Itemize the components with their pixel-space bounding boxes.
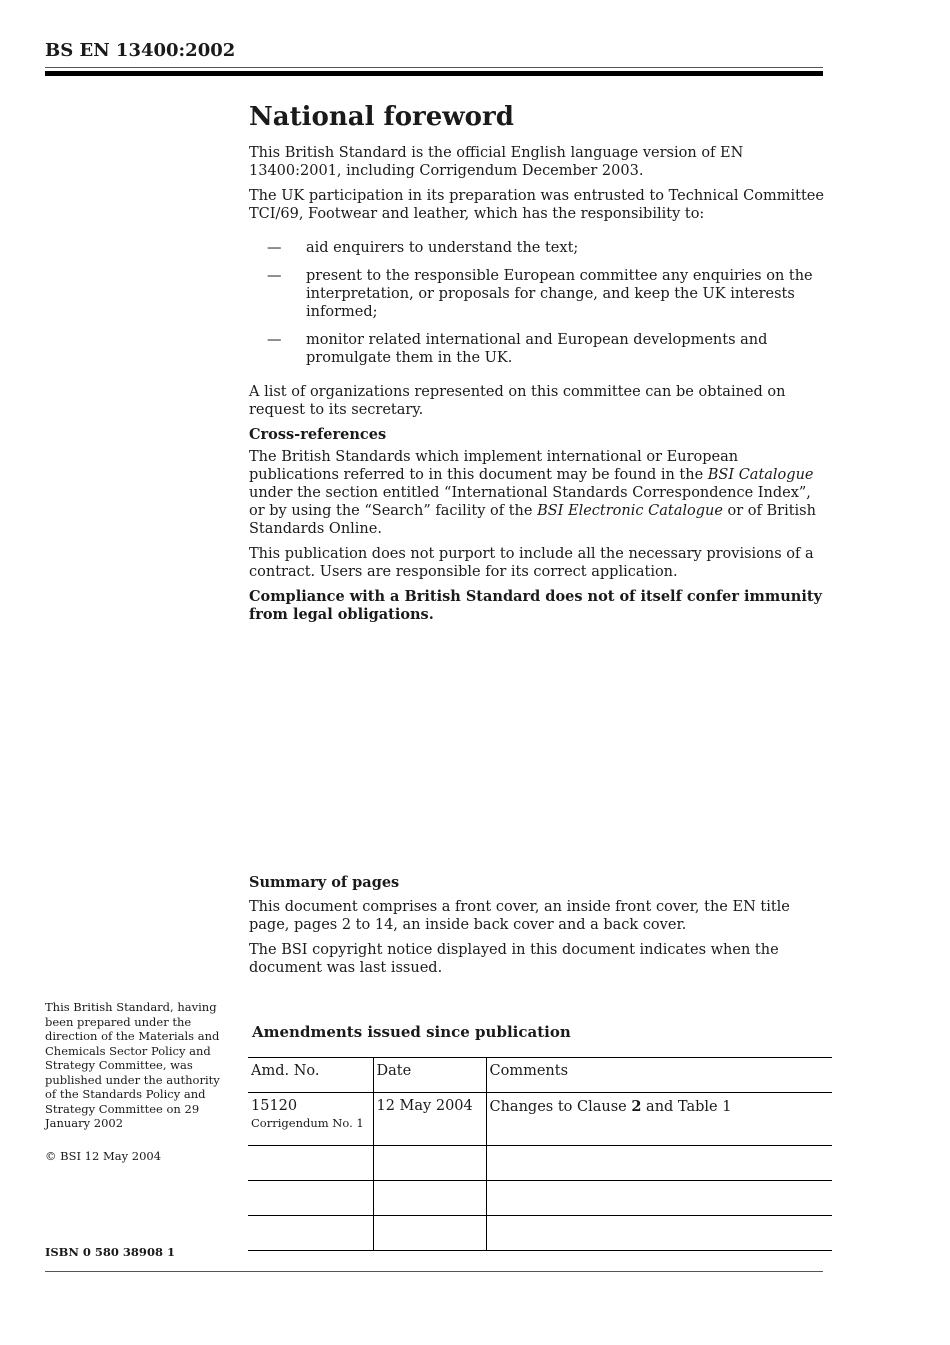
date-cell: 12 May 2004 [373,1093,486,1146]
header-amd-no: Amd. No. [248,1058,373,1093]
header-rule-thin [45,67,823,68]
header-date: Date [373,1058,486,1093]
copyright: © BSI 12 May 2004 [45,1148,162,1163]
amendments-title: Amendments issued since publication [252,1023,571,1041]
table-row [248,1216,832,1251]
publication-note: This British Standard, having been prepared under the direction of the Materials and Chemicals Sector Policy and Strategy Committee, was published under the authority of the Standards Policy and Strategy Committee on 29 January 2002 [45,1000,220,1130]
list-item: — monitor related international and European developments and promulgate them in the UK. [267,332,768,366]
page-title: National foreword [249,102,514,132]
summary-heading: Summary of pages [249,874,400,891]
header-rule-thick [45,71,823,76]
summary-text: This document comprises a front cover, an inside front cover, the EN title page, pages 2 to 14, an inside back cover and a back cover. [249,899,790,933]
amd-no-cell: 15120 Corrigendum No. 1 [248,1093,373,1146]
foreword-organizations: A list of organizations represented on this committee can be obtained on request to its secretary. [249,384,786,418]
side-note [45,1000,225,1181]
document-id: BS EN 13400:2002 [45,40,236,61]
national-foreword [249,100,829,631]
list-item: — present to the responsible European committee any enquiries on the interpretation, or proposals for change, and keep the UK interests informed; [267,268,813,320]
amendments-table [248,1057,832,1251]
responsibility-list [249,239,829,367]
table-header-row [248,1058,832,1093]
table-row [248,1181,832,1216]
footer-rule [45,1271,823,1272]
list-item: — aid enquirers to understand the text; [267,240,579,256]
summary-of-pages [249,874,829,984]
cross-references-heading: Cross-references [249,426,387,443]
foreword-intro: This British Standard is the official English language version of EN 13400:2001, including Corrigendum December 2003. [249,145,744,179]
isbn: ISBN 0 580 38908 1 [45,1245,175,1259]
table-row [248,1093,832,1146]
header-comments: Comments [486,1058,832,1093]
provisions-note: This publication does not purport to include all the necessary provisions of a contract. Users are responsible for its correct application. [249,546,814,580]
table-row [248,1146,832,1181]
copyright-notice-text: The BSI copyright notice displayed in this document indicates when the document was last issued. [249,942,779,976]
cross-references-text: The British Standards which implement international or European publications referred to in this document may be found in the BSI Catalogue under the section entitled “International Standards Correspondence Index”, or by using the “Search” facility of the BSI Electronic Catalogue or of British Standards Online. [249,449,816,537]
foreword-committee: The UK participation in its preparation was entrusted to Technical Committee TCI/69, Footwear and leather, which has the responsibility to: [249,188,824,222]
compliance-note: Compliance with a British Standard does not of itself confer immunity from legal obligations. [249,588,822,623]
comment-cell: Changes to Clause 2 and Table 1 [486,1093,832,1146]
